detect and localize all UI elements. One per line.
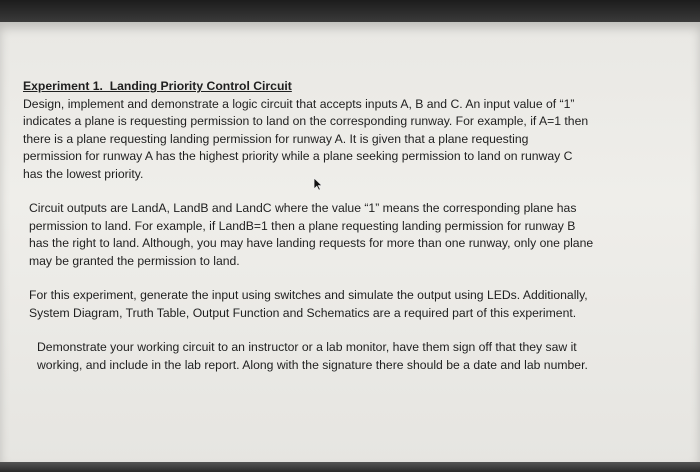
- text-line: has the lowest priority.: [23, 166, 144, 181]
- text-line: working, and include in the lab report. Along with the signature there should be a date and lab number.: [37, 357, 588, 372]
- paragraph-experiment-setup: [23, 287, 683, 322]
- text-line: permission for runway A has the highest priority while a plane seeking permission to land on runway C: [23, 149, 573, 163]
- text-line: may be granted the permission to land.: [29, 253, 240, 268]
- mouse-pointer-icon: [313, 177, 323, 191]
- text-line: Circuit outputs are LandA, LandB and LandC where the value “1” means the corresponding plane has: [29, 201, 577, 215]
- text-line: has the right to land. Although, you may have landing requests for more than one runway, only one plane: [29, 236, 594, 250]
- paragraph-outputs: [23, 200, 683, 270]
- text-line: permission to land. For example, if LandB=1 then a plane requesting landing permission for runway B: [29, 218, 576, 233]
- experiment-heading: Experiment 1. Landing Priority Control Circuit: [23, 79, 292, 93]
- text-line: For this experiment, generate the input using switches and simulate the output using LEDs. Additionally,: [29, 288, 588, 302]
- text-line: indicates a plane is requesting permission to land on the corresponding runway. For example, if A=1 then: [23, 114, 589, 128]
- paragraph-demonstration: [23, 339, 683, 374]
- text-line: Design, implement and demonstrate a logic circuit that accepts inputs A, B and C. An input value of “1”: [23, 96, 575, 111]
- experiment-document: [23, 78, 683, 374]
- screen-top-bezel: [0, 0, 700, 22]
- text-line: there is a plane requesting landing permission for runway A. It is given that a plane requesting: [23, 131, 529, 146]
- text-line: System Diagram, Truth Table, Output Function and Schematics are a required part of this experiment.: [29, 305, 577, 320]
- text-line: Demonstrate your working circuit to an instructor or a lab monitor, have them sign off that they saw it: [37, 340, 577, 354]
- paragraph-description: [23, 96, 683, 184]
- screen-bottom-bezel: [0, 462, 700, 472]
